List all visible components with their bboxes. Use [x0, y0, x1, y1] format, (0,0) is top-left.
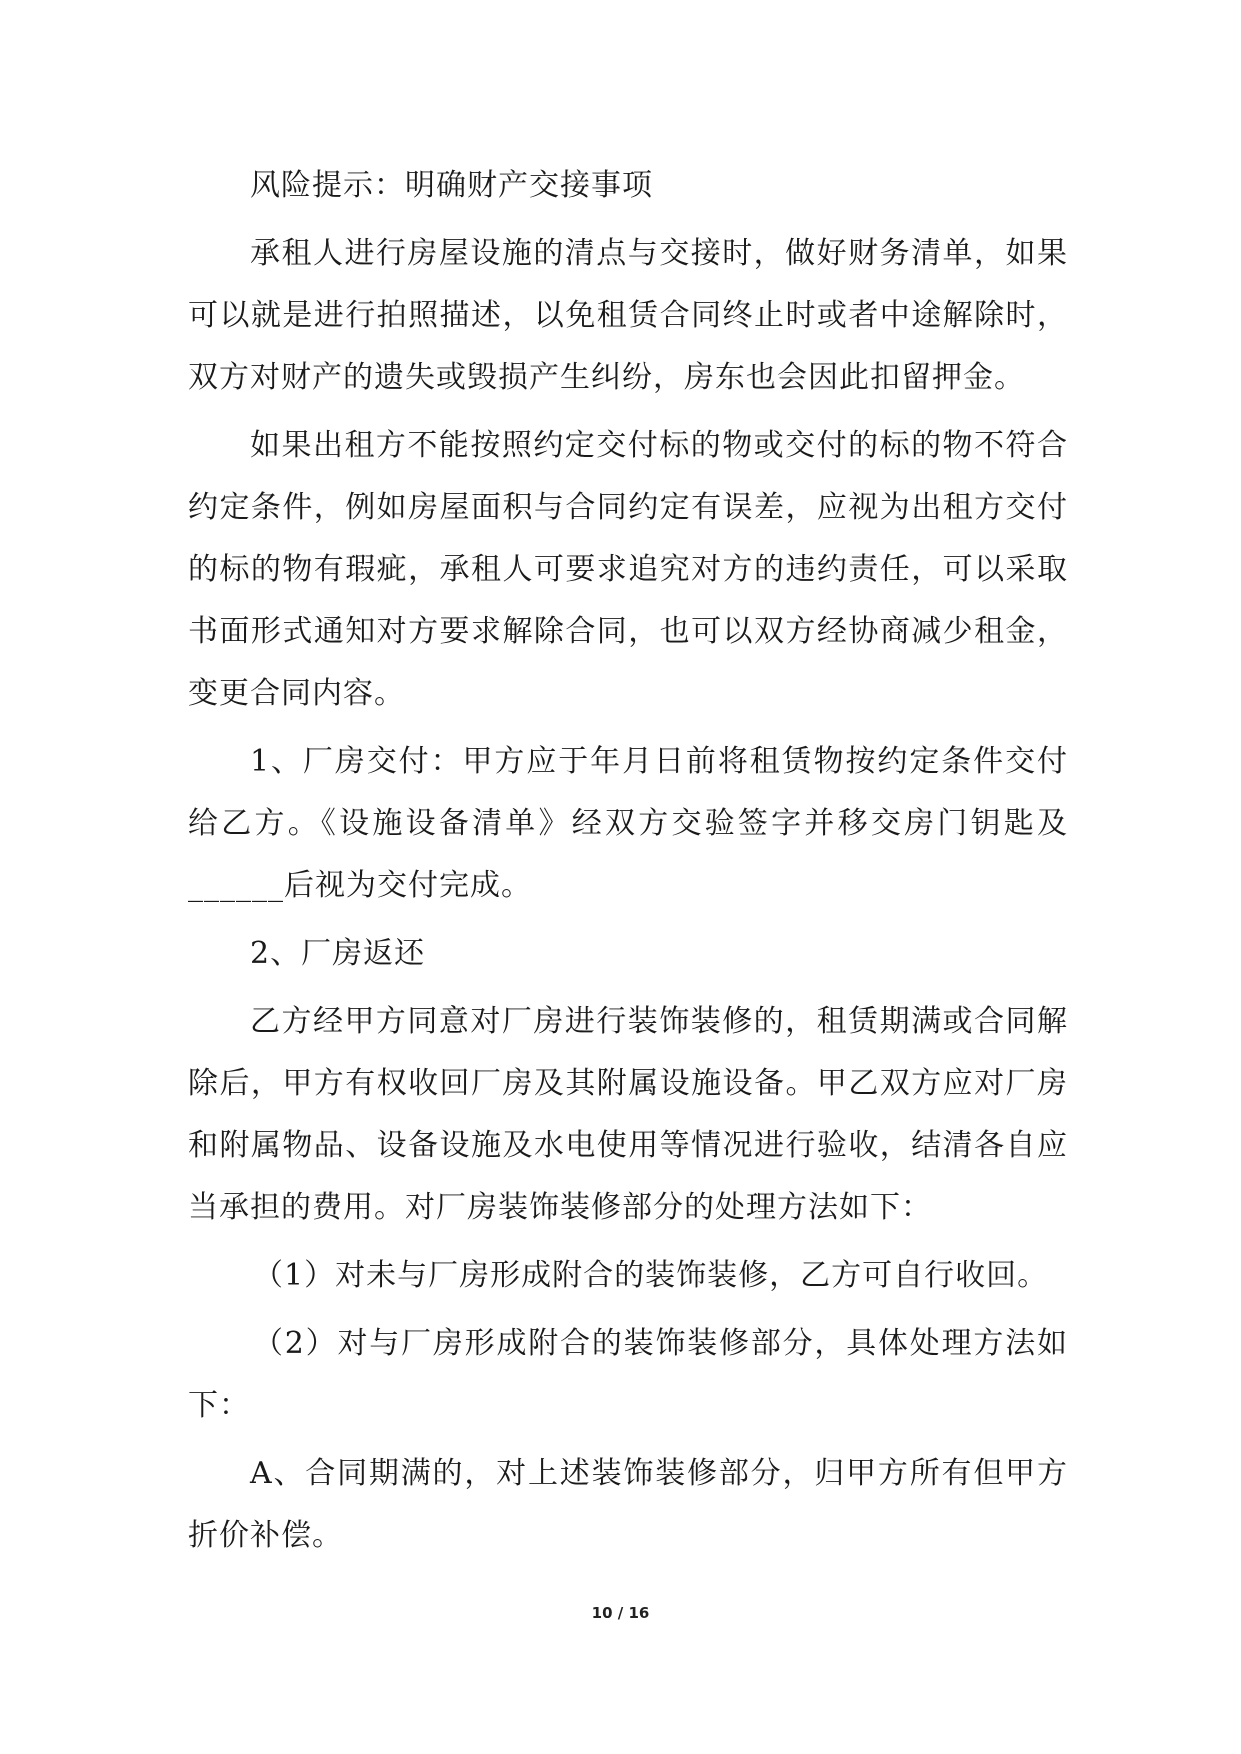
paragraph-clause-2-return: 2、厂房返还: [250, 936, 426, 971]
paragraph-defect-liability: 如果出租方不能按照约定交付标的物或交付的标的物不符合约定条件，例如房屋面积与合同约定有误差，应视为出租方交付的标的物有瑕疵，承租人可要求追究对方的违约责任，可以采取书面形式通知对方要求解除合同，也可以双方经协商减少租金，变更合同内容。: [188, 428, 1068, 711]
page-number: 10 / 16: [591, 1604, 650, 1622]
paragraph-item-a: A、合同期满的，对上述装饰装修部分，归甲方所有但甲方折价补偿。: [188, 1456, 1068, 1553]
paragraph-return-inspection: 乙方经甲方同意对厂房进行装饰装修的，租赁期满或合同解除后，甲方有权收回厂房及其附属设施设备。甲乙双方应对厂房和附属物品、设备设施及水电使用等情况进行验收，结清各自应当承担的费用。对厂房装饰装修部分的处理方法如下：: [188, 1004, 1068, 1225]
paragraph-handover-checklist: 承租人进行房屋设施的清点与交接时，做好财务清单，如果可以就是进行拍照描述，以免租赁合同终止时或者中途解除时，双方对财产的遗失或毁损产生纠纷，房东也会因此扣留押金。: [188, 236, 1068, 395]
paragraph-item-2: （2）对与厂房形成附合的装饰装修部分，具体处理方法如下：: [188, 1326, 1068, 1423]
paragraph-item-1: （1）对未与厂房形成附合的装饰装修，乙方可自行收回。: [253, 1258, 1049, 1293]
paragraph-clause-1-delivery: 1、厂房交付：甲方应于年月日前将租赁物按约定条件交付给乙方。《设施设备清单》经双方交验签字并移交房门钥匙及______后视为交付完成。: [188, 744, 1068, 903]
document-body: [188, 155, 1068, 1567]
paragraph-risk-heading: 风险提示：明确财产交接事项: [250, 168, 653, 203]
